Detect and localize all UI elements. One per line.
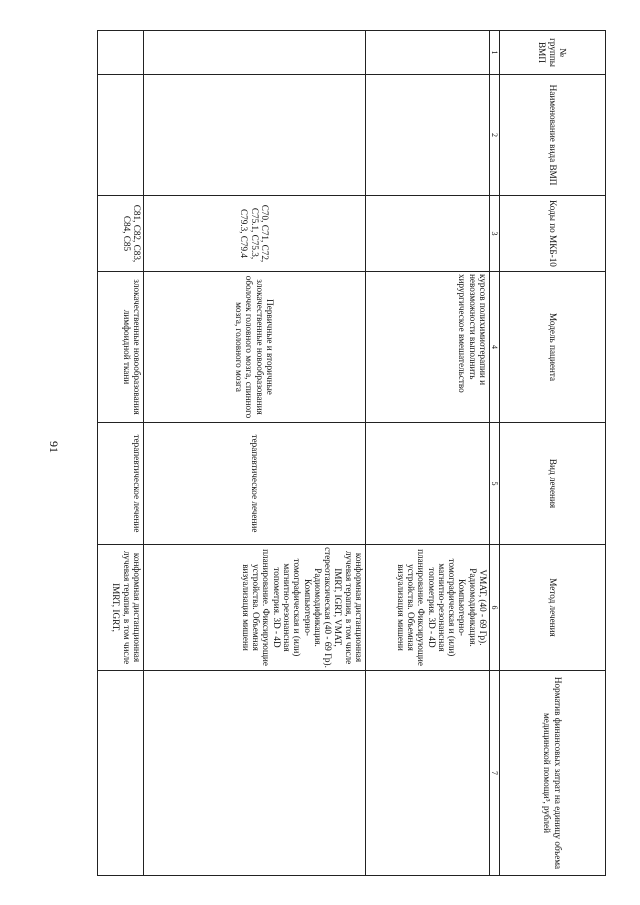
cell-norm: [366, 671, 490, 876]
header-treatment: Вид лечения: [500, 423, 606, 545]
cell-codes: [366, 196, 490, 272]
page-number: 91: [47, 441, 61, 453]
header-method: Метод лечения: [500, 545, 606, 671]
cell-treatment: терапевтическое лечение: [98, 423, 144, 545]
column-number: 3: [490, 196, 500, 272]
column-number: 2: [490, 75, 500, 196]
column-number: 7: [490, 671, 500, 876]
header-norm: Норматив финансовых затрат на единицу объема медицинской помощи³, рублей: [500, 671, 606, 876]
cell-method: конформная дистанционная лучевая терапия, в том числе IMRT, IGRT,: [98, 545, 144, 671]
cell-group: [144, 31, 366, 75]
cell-name: [366, 75, 490, 196]
cell-norm: [98, 671, 144, 876]
cell-group: [98, 31, 144, 75]
cell-treatment: терапевтическое лечение: [144, 423, 366, 545]
column-number: 1: [490, 31, 500, 75]
cell-model: курсов полихимиотерапии и невозможности выполнить хирургическое вмешательство: [366, 272, 490, 423]
table-row: [98, 31, 144, 876]
header-name: Наименование вида ВМП: [500, 75, 606, 196]
table-row: [144, 31, 366, 876]
cell-group: [366, 31, 490, 75]
cell-codes: C70, C71, C72, C75.1, C75.3, C79.3, C79.4: [144, 196, 366, 272]
cell-norm: [144, 671, 366, 876]
cell-codes: C81, C82, C83, C84, C85: [98, 196, 144, 272]
header-model: Модель пациента: [500, 272, 606, 423]
rotated-page-content: [111, 30, 606, 875]
column-number: 6: [490, 545, 500, 671]
header-codes: Коды по МКБ-10: [500, 196, 606, 272]
column-number-row: [490, 31, 500, 876]
cell-method: конформная дистанционная лучевая терапия, в том числе IMRT, IGRT, VMAT, стереотаксическая (40 - 69 Гр). Радиомодификация. Компьютерно-томографическая и (или) магнитно-резонансная топометрия. 3D - 4D планирование. Фиксирующие устройства. Объемная визуализация мишени: [144, 545, 366, 671]
cell-name: [144, 75, 366, 196]
vmp-table: [97, 30, 606, 876]
cell-treatment: [366, 423, 490, 545]
cell-name: [98, 75, 144, 196]
header-row: [500, 31, 606, 876]
cell-method: VMAT, (40 - 69 Гр). Радиомодификация. Компьютерно-томографическая и (или) магнитно-резонансная топометрия. 3D - 4D планирование. Фиксирующие устройства. Объемная визуализация мишени: [366, 545, 490, 671]
header-group: № группы ВМП: [500, 31, 606, 75]
cell-model: Первичные и вторичные злокачественные новообразования оболочек головного мозга, спинного мозга, головного мозга: [144, 272, 366, 423]
table-row: [366, 31, 490, 876]
column-number: 5: [490, 423, 500, 545]
cell-model: злокачественные новообразования лимфоидной ткани: [98, 272, 144, 423]
column-number: 4: [490, 272, 500, 423]
